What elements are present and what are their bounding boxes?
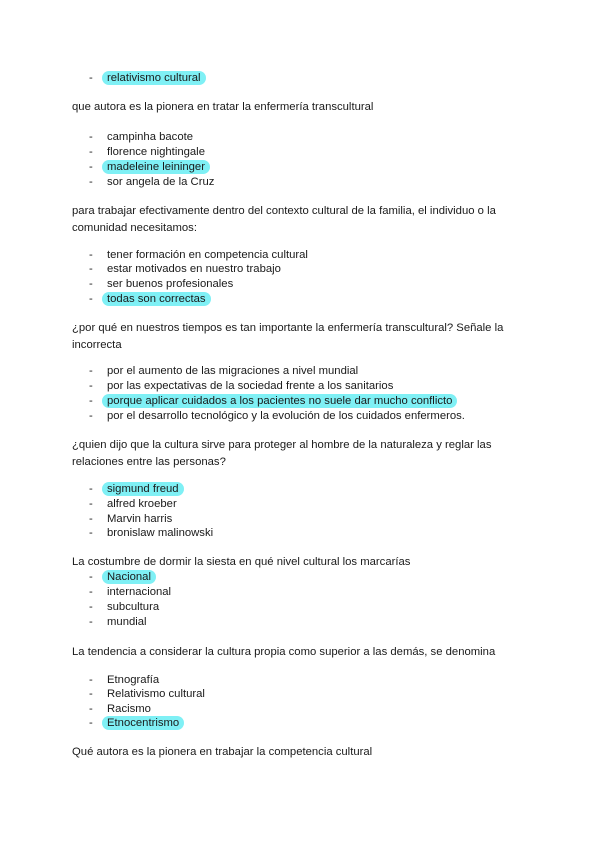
list-item: - por las expectativas de la sociedad frente a los sanitarios [89, 380, 394, 392]
list-item: - alfred kroeber [89, 498, 177, 510]
question-text: La tendencia a considerar la cultura propia como superior a las demás, se denomina [72, 646, 496, 658]
list-item: - tener formación en competencia cultural [89, 249, 308, 261]
list-item: - sigmund freud [89, 482, 184, 497]
list-item: - porque aplicar cuidados a los pacientes no suele dar mucho conflicto [89, 394, 457, 409]
question-text: para trabajar efectivamente dentro del contexto cultural de la familia, el individuo o la comunidad necesitamos: [72, 205, 496, 234]
list-item: - ser buenos profesionales [89, 278, 234, 290]
list-item: - Relativismo cultural [89, 688, 205, 700]
list-item: - todas son correctas [89, 292, 211, 307]
list-item: - estar motivados en nuestro trabajo [89, 263, 281, 275]
highlighted-answer: porque aplicar cuidados a los pacientes no suele dar mucho conflicto [102, 394, 457, 408]
list-item: - internacional [89, 586, 172, 598]
question-text: La costumbre de dormir la siesta en qué nivel cultural los marcarías [72, 556, 411, 568]
list-item: - por el desarrollo tecnológico y la evolución de los cuidados enfermeros. [89, 410, 465, 422]
highlighted-answer: Etnocentrismo [102, 716, 184, 730]
list-item: - sor angela de la Cruz [89, 176, 215, 188]
list-item: - Nacional [89, 570, 156, 585]
list-item: - Racismo [89, 703, 151, 715]
list-item: - madeleine leininger [89, 160, 210, 175]
list-item: - bronislaw malinowski [89, 527, 214, 539]
list-item: - mundial [89, 616, 147, 628]
question-text: ¿por qué en nuestros tiempos es tan importante la enfermería transcultural? Señale la incorrecta [72, 322, 504, 351]
highlighted-answer: Nacional [102, 570, 156, 584]
list-item: - campinha bacote [89, 131, 194, 143]
question-text: ¿quien dijo que la cultura sirve para proteger al hombre de la naturaleza y reglar las relaciones entre las personas? [72, 439, 492, 468]
list-item: - subcultura [89, 601, 160, 613]
question-text: Qué autora es la pionera en trabajar la competencia cultural [72, 746, 373, 758]
list-item: - relativismo cultural [89, 71, 206, 86]
list-item: - florence nightingale [89, 146, 205, 158]
question-text: que autora es la pionera en tratar la enfermería transcultural [72, 101, 374, 113]
list-item: - Etnocentrismo [89, 716, 184, 731]
list-item: - Marvin harris [89, 513, 173, 525]
highlighted-answer: relativismo cultural [102, 71, 206, 85]
highlighted-answer: todas son correctas [102, 292, 211, 306]
highlighted-answer: sigmund freud [102, 482, 184, 496]
highlighted-answer: madeleine leininger [102, 160, 210, 174]
list-item: - por el aumento de las migraciones a nivel mundial [89, 365, 359, 377]
list-item: - Etnografía [89, 674, 160, 686]
